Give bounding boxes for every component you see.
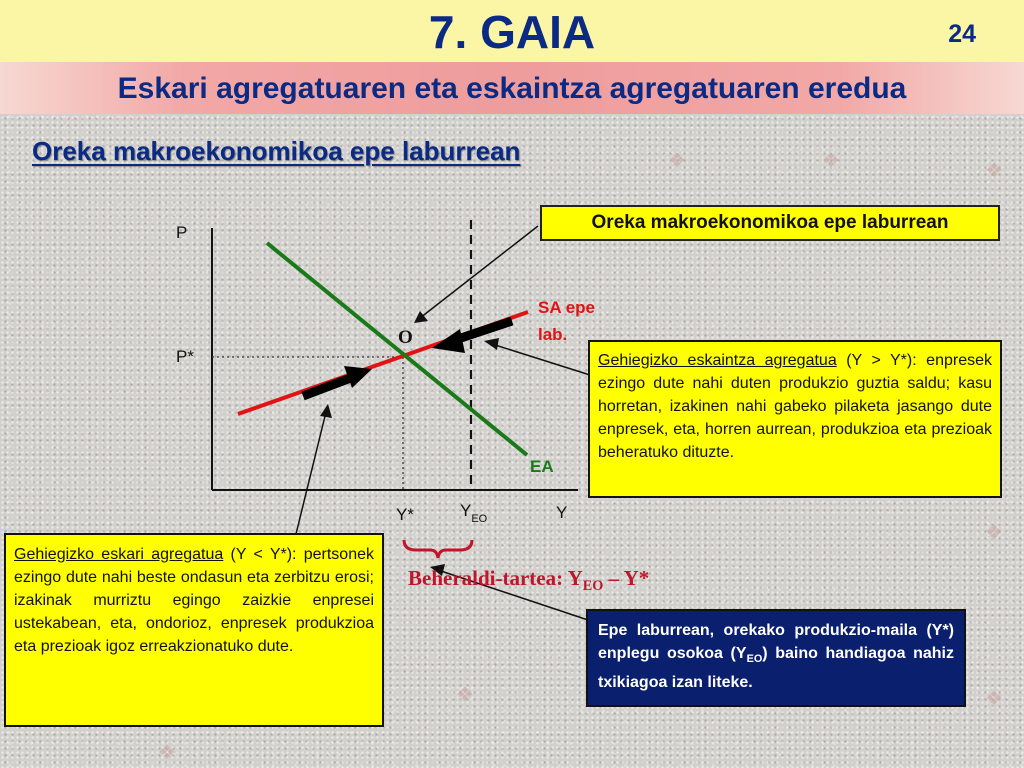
background-ornament: ❖ [158, 742, 176, 764]
excess-demand-term: Gehiegizko eskari agregatua [14, 546, 224, 563]
output-equilibrium-label: Y* [396, 505, 414, 524]
equilibrium-point-label: O [398, 327, 413, 348]
background-ornament: ❖ [985, 160, 1003, 182]
slide-subtitle: Eskari agregatuaren eta eskaintza agregatuaren eredua [117, 72, 907, 105]
supply-note-pointer-head [484, 338, 499, 350]
y-axis-label: P [176, 223, 188, 242]
excess-supply-note [588, 340, 1002, 498]
full-employment-label: $Y_{EO}$ [460, 501, 488, 525]
background-ornament: ❖ [456, 684, 474, 706]
background-ornament: ❖ [985, 522, 1003, 544]
recession-gap-label: Beheraldi-tartea: $Y_{EO} - Y*$ [408, 566, 650, 595]
page-number: 24 [948, 20, 976, 48]
title-callout-pointer [420, 226, 538, 318]
excess-demand-text: (Y < Y*): pertsonek ezingo dute nahi beste ondasun eta zerbitzu erosi; izakinak murriztu egingo zaizkie enpresei ustekabean, eta, ondorioz, enpresek produkzioa eta prezioak igoz erreakzionatuko dute. [14, 546, 374, 655]
ea-curve [267, 243, 527, 455]
falling-adjustment-arrow-head [432, 329, 465, 353]
background-ornament: ❖ [985, 688, 1003, 710]
excess-supply-text: (Y > Y*): enpresek ezingo dute nahi duten produkzio guztia saldu; kasu horretan, izakinen nahi gabeko pilaketa jasango dute enpresek, eta, horren aurrean, produkzioa eta prezioak beheratuko dituzte. [598, 352, 992, 461]
x-axis-label: Y [556, 503, 568, 522]
equilibrium-callout: Oreka makroekonomikoa epe laburrean [540, 205, 1000, 241]
demand-note-pointer [296, 412, 326, 534]
recession-gap-brace [404, 540, 472, 558]
background-ornament: ❖ [822, 150, 840, 172]
sa-curve-label-line2: lab. [538, 325, 568, 344]
short-run-equilibrium-note: Epe laburrean, orekako produkzio-maila (Y*) enplegu osokoa $(Y_{EO})$ baino handiagoa nahiz txikiagoa izan liteke. [586, 609, 966, 707]
excess-demand-note [4, 533, 384, 727]
rising-adjustment-arrow-shaft [303, 376, 356, 396]
supply-note-pointer [492, 344, 590, 375]
background-ornament: ❖ [668, 150, 686, 172]
slide-title: 7. GAIA [428, 6, 596, 58]
price-equilibrium-label: P* [176, 347, 194, 366]
demand-note-pointer-head [320, 404, 332, 418]
rising-adjustment-arrow-head [344, 366, 372, 388]
ea-curve-label: EA [530, 457, 554, 476]
excess-supply-term: Gehiegizko eskaintza agregatua [598, 352, 837, 369]
sa-curve-label-line1: SA epe [538, 298, 596, 317]
section-heading: Oreka makroekonomikoa epe laburrean [32, 136, 521, 166]
